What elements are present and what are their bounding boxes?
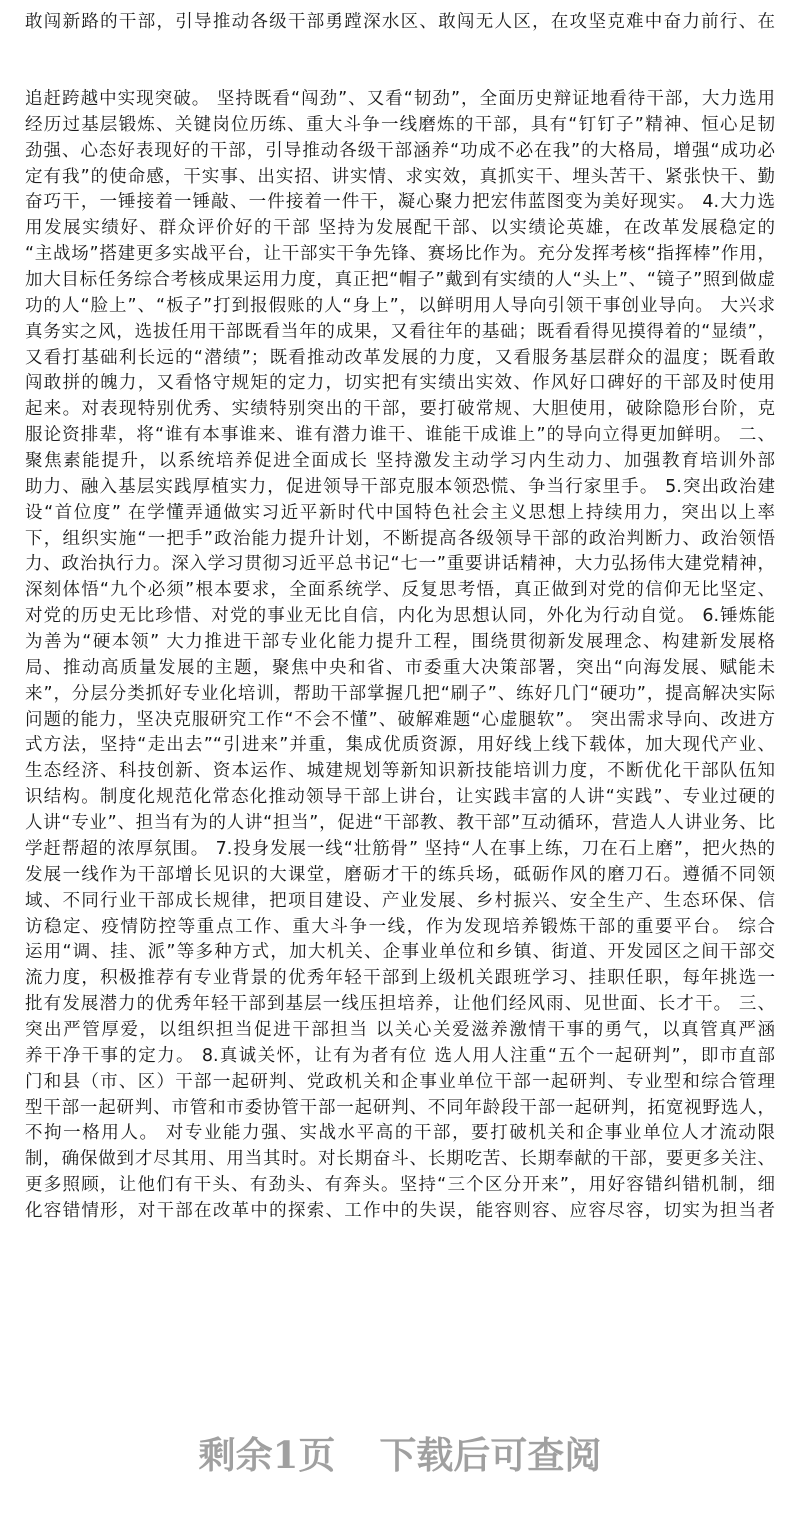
document-text-line: 更多照顾，让他们有干头、有劲头、有奔头。坚持“三个区分开来”，用好容错纠错机制，细: [25, 1175, 775, 1196]
document-text-line: 为善为“硬本领” 大力推进干部专业化能力提升工程，围绕贯彻新发展理念、构建新发展格: [25, 632, 775, 653]
document-text-line: 敢闯新路的干部，引导推动各级干部勇蹚深水区、敢闯无人区，在攻坚克难中奋力前行、在: [25, 12, 775, 32]
document-text-line: 域、不同行业干部成长规律，把项目建设、产业发展、乡村振兴、安全生产、生态环保、信: [25, 890, 775, 911]
document-text-line: 经历过基层锻炼、关键岗位历练、重大斗争一线磨炼的干部，具有“钉钉子”精神、恒心足韧: [25, 114, 775, 135]
document-text-line: 批有发展潜力的优秀年轻干部到基层一线压担培养，让他们经风雨、见世面、长才干。 三、: [25, 994, 775, 1015]
document-text-line: 设“首位度” 在学懂弄通做实习近平新时代中国特色社会主义思想上持续用力，突出以上率: [25, 502, 775, 523]
document-text-line: 流力度，积极推荐有专业背景的优秀年轻干部到上级机关跟班学习、挂职任职，每年挑选一: [25, 968, 775, 989]
document-text-line: 化容错情形，对干部在改革中的探索、工作中的失误，能容则容、应容尽容，切实为担当者: [25, 1200, 775, 1221]
document-text-line: 式方法，坚持“走出去”“引进来”并重，集成优质资源，用好线上线下载体，加大现代产业、: [25, 735, 775, 756]
download-to-view-label[interactable]: 下载后可查阅: [379, 1433, 602, 1477]
document-text-line: 奋巧干，一锤接着一锤敲、一件接着一件干，凝心聚力把宏伟蓝图变为美好现实。 4.大力选: [25, 192, 775, 213]
document-text-line: 深刻体悟“九个必须”根本要求，全面系统学、反复思考悟，真正做到对党的信仰无比坚定、: [25, 580, 775, 601]
document-text-line: 服论资排辈，将“谁有本事谁来、谁有潜力谁干、谁能干成谁上”的导向立得更加鲜明。 二、: [25, 425, 775, 446]
document-text-line: 人讲“专业”、担当有为的人讲“担当”，促进“干部教、教干部”互动循环，营造人人讲业务、比: [25, 813, 775, 834]
document-text-line: 访稳定、疫情防控等重点工作、重大斗争一线，作为发现培养锻炼干部的重要平台。 综合: [25, 916, 775, 937]
document-text-line: 型干部一起研判、市管和市委协管干部一起研判、不同年龄段干部一起研判，拓宽视野选人，: [25, 1097, 775, 1118]
remaining-pages-label: 剩余1页: [198, 1433, 336, 1477]
document-text-line: 助力、融入基层实践厚植实力，促进领导干部克服本领恐慌、争当行家里手。 5.突出政治建: [25, 476, 775, 497]
document-text-line: 学赶帮超的浓厚氛围。 7.投身发展一线“壮筋骨” 坚持“人在事上练，刀在石上磨”，把火热的: [25, 838, 775, 859]
document-text-line: 聚焦素能提升，以系统培养促进全面成长 坚持激发主动学习内生动力、加强教育培训外部: [25, 451, 775, 472]
document-text-line: 加大目标任务综合考核成果运用力度，真正把“帽子”戴到有实绩的人“头上”、“镜子”照到做虚: [25, 270, 775, 291]
document-text-line: 下，组织实施“一把手”政治能力提升计划，不断提高各级领导干部的政治判断力、政治领悟: [25, 528, 775, 549]
document-text-line: 不拘一格用人。 对专业能力强、实战水平高的干部，要打破机关和企事业单位人才流动限: [25, 1123, 775, 1144]
document-text-line: 功的人“脸上”、“板子”打到报假账的人“身上”，以鲜明用人导向引领干事创业导向。 大兴求: [25, 295, 775, 316]
document-text-line: 门和县（市、区）干部一起研判、党政机关和企事业单位干部一起研判、专业型和综合管理: [25, 1071, 775, 1092]
document-text-line: 闯敢拼的魄力，又看恪守规矩的定力，切实把有实绩出实效、作风好口碑好的干部及时使用: [25, 373, 775, 394]
document-text-line: 定有我”的使命感，干实事、出实招、讲实情、求实效，真抓实干、埋头苦干、紧张快干、勤: [25, 166, 775, 187]
document-text-line: 突出严管厚爱，以组织担当促进干部担当 以关心关爱滋养激情干事的勇气，以真管真严涵: [25, 1019, 775, 1040]
document-text-line: 来”，分层分类抓好专业化培训，帮助干部掌握几把“刷子”、练好几门“硬功”，提高解决实际: [25, 683, 775, 704]
document-text-line: 识结构。制度化规范化常态化推动领导干部上讲台，让实践丰富的人讲“实践”、专业过硬的: [25, 787, 775, 808]
document-body: [0, 87, 800, 1225]
document-text-line: 追赶跨越中实现突破。 坚持既看“闯劲”、又看“韧劲”，全面历史辩证地看待干部，大力选用: [25, 89, 775, 109]
document-text-line: 生态经济、科技创新、资本运作、城建规划等新知识新技能培训力度，不断优化干部队伍知: [25, 761, 775, 782]
document-text-line: 力、政治执行力。深入学习贯彻习近平总书记“七一”重要讲话精神，大力弘扬伟大建党精神，: [25, 554, 775, 575]
document-text-line: 养干净干事的定力。 8.真诚关怀，让有为者有位 选人用人注重“五个一起研判”，即市直部: [25, 1045, 775, 1066]
document-text-line: 劲强、心态好表现好的干部，引导推动各级干部涵养“功成不必在我”的大格局，增强“成功必: [25, 140, 775, 161]
download-prompt[interactable]: [0, 1425, 800, 1479]
document-text-line: 问题的能力，坚决克服研究工作“不会不懂”、破解难题“心虚腿软”。 突出需求导向、改进方: [25, 709, 775, 730]
document-text-line: 发展一线作为干部增长见识的大课堂，磨砺才干的练兵场，砥砺作风的磨刀石。遵循不同领: [25, 864, 775, 885]
document-text-line: 用发展实绩好、群众评价好的干部 坚持为发展配干部、以实绩论英雄，在改革发展稳定的: [25, 218, 775, 239]
document-text-line: 局、推动高质量发展的主题，聚焦中央和省、市委重大决策部署，突出“向海发展、赋能未: [25, 657, 775, 678]
document-text-line: “主战场”搭建更多实战平台，让干部实干争先锋、赛场比作为。充分发挥考核“指挥棒”作用，: [25, 244, 775, 265]
document-text-line: 起来。对表现特别优秀、实绩特别突出的干部，要打破常规、大胆使用，破除隐形台阶，克: [25, 399, 775, 420]
document-text-line: 又看打基础利长远的“潜绩”；既看推动改革发展的力度，又看服务基层群众的温度；既看敢: [25, 347, 775, 368]
document-text-line: 真务实之风，选拔任用干部既看当年的成果，又看往年的基础；既看看得见摸得着的“显绩”，: [25, 321, 775, 342]
document-text-line: 制，确保做到才尽其用、用当其时。对长期奋斗、长期吃苦、长期奉献的干部，要更多关注、: [25, 1149, 775, 1170]
document-text-line: 运用“调、挂、派”等多种方式，加大机关、企事业单位和乡镇、街道、开发园区之间干部交: [25, 942, 775, 963]
document-text-line: 对党的历史无比珍惜、对党的事业无比自信，内化为思想认同，外化为行动自觉。 6.锤炼能: [25, 606, 775, 627]
